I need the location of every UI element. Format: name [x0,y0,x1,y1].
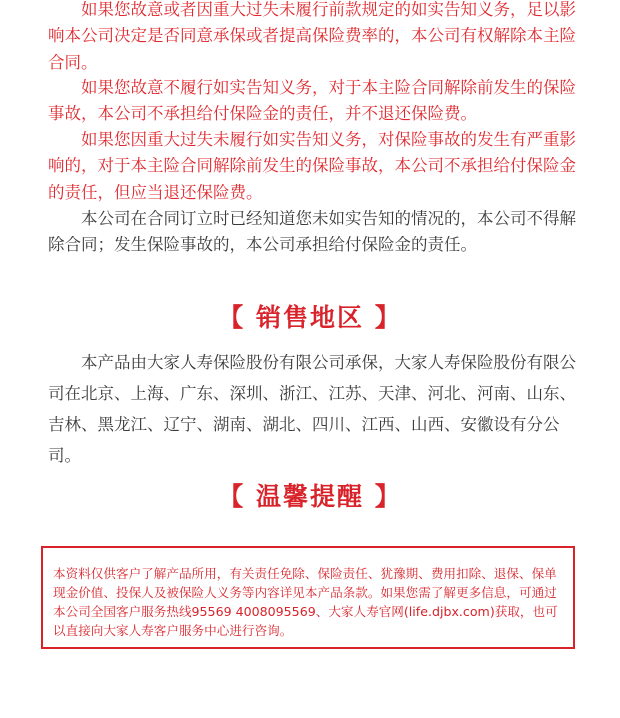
clause-known-facts: 本公司在合同订立时已经知道您未如实告知的情况的，本公司不得解除合同；发生保险事故的，本公司承担给付保险金的责任。 [48,209,576,255]
sales-region-text: 本产品由大家人寿保险股份有限公司承保，大家人寿保险股份有限公司在北京、上海、广东、深圳、浙江、江苏、天津、河北、河南、山东、吉林、黑龙江、辽宁、湖南、湖北、四川、江西、山西、安徽设有分公司。 [48,353,576,465]
reminder-notice-text: 本资料仅供客户了解产品所用，有关责任免除、保险责任、犹豫期、费用扣除、退保、保单现金价值、投保人及被保险人义务等内容详见本产品条款。如果您需了解更多信息，可通过本公司全国客户服务热线95569 4008095569、大家人寿官网(life.djbx.com)获取，也可以直接向大家人寿客户服务中心进行咨询。 [53,566,558,638]
sales-region-heading: 【 销售地区 】 [218,303,402,332]
reminder-notice-box [41,546,575,649]
reminder-heading: 【 温馨提醒 】 [218,482,402,511]
clause-intentional-nondisclosure: 如果您故意不履行如实告知义务，对于本主险合同解除前发生的保险事故，本公司不承担给付保险金的责任，并不退还保险费。 [48,78,576,124]
clause-negligent-nondisclosure: 如果您因重大过失未履行如实告知义务，对保险事故的发生有严重影响的，对于本主险合同解除前发生的保险事故，本公司不承担给付保险金的责任，但应当退还保险费。 [48,130,576,202]
clause-misrepresentation-termination: 如果您故意或者因重大过失未履行前款规定的如实告知义务，足以影响本公司决定是否同意承保或者提高保险费率的，本公司有权解除本主险合同。 [48,0,576,72]
